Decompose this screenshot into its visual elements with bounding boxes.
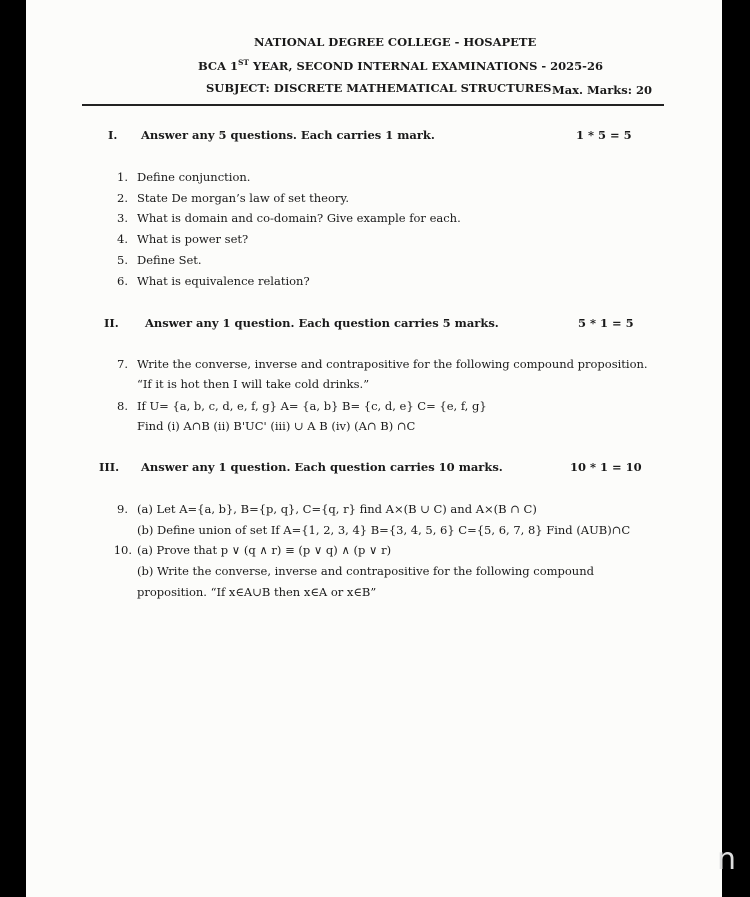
question-text: Write the converse, inverse and contrapositive for the following compound proposition. <box>137 357 648 371</box>
max-marks: Max. Marks: 20 <box>552 83 652 97</box>
college-name: NATIONAL DEGREE COLLEGE - HOSAPETE <box>254 35 537 49</box>
section-1-instruction: Answer any 5 questions. Each carries 1 mark. <box>141 128 435 142</box>
section-3-marks: 10 * 1 = 10 <box>570 460 642 474</box>
question-number: 4. <box>117 232 128 246</box>
question-text: (a) Let A={a, b}, B={p, q}, C={q, r} find A×(B ∪ C) and A×(B ∩ C) <box>137 502 537 516</box>
question-text: If U= {a, b, c, d, e, f, g} A= {a, b} B= {c, d, e} C= {e, f, g} <box>137 399 487 413</box>
question-number: 7. <box>117 357 128 371</box>
question-text: proposition. “If x∈A∪B then x∈A or x∈B” <box>137 585 377 599</box>
question-text: “If it is hot then I will take cold drinks.” <box>137 377 370 391</box>
question-number: 2. <box>117 191 128 205</box>
watermark-glyph: n <box>716 842 736 877</box>
question-number: 1. <box>117 170 128 184</box>
question-number: 9. <box>117 502 128 516</box>
question-text: What is equivalence relation? <box>137 274 310 288</box>
section-3-roman: III. <box>99 460 120 474</box>
question-number: 8. <box>117 399 128 413</box>
question-text: Find (i) A∩B (ii) B'UC' (iii) ∪ A B (iv) (A∩ B) ∩C <box>137 419 416 433</box>
question-text: What is domain and co-domain? Give example for each. <box>137 211 461 225</box>
section-1-marks: 1 * 5 = 5 <box>576 128 632 142</box>
question-text: (b) Write the converse, inverse and contrapositive for the following compound <box>137 564 594 578</box>
section-1-roman: I. <box>108 128 118 142</box>
question-text: (a) Prove that p ∨ (q ∧ r) ≡ (p ∨ q) ∧ (p ∨ r) <box>137 543 392 557</box>
question-number: 6. <box>117 274 128 288</box>
header-divider <box>82 104 664 106</box>
question-text: Define conjunction. <box>137 170 251 184</box>
question-text: State De morgan’s law of set theory. <box>137 191 350 205</box>
exam-title-prefix: BCA 1 <box>198 58 239 73</box>
exam-title-sup: ST <box>238 58 250 67</box>
subject-title: SUBJECT: DISCRETE MATHEMATICAL STRUCTURES <box>206 81 552 95</box>
section-2-marks: 5 * 1 = 5 <box>578 316 634 330</box>
section-2-roman: II. <box>104 316 119 330</box>
question-text: What is power set? <box>137 232 249 246</box>
question-number: 5. <box>117 253 128 267</box>
exam-title <box>198 58 603 73</box>
question-text: (b) Define union of set If A={1, 2, 3, 4} B={3, 4, 5, 6} C={5, 6, 7, 8} Find (AUB)∩C <box>137 523 631 537</box>
question-text: Define Set. <box>137 253 202 267</box>
question-number: 10. <box>113 543 132 557</box>
exam-title-suffix: YEAR, SECOND INTERNAL EXAMINATIONS - 2025-26 <box>249 58 603 73</box>
section-3-instruction: Answer any 1 question. Each question carries 10 marks. <box>141 460 503 474</box>
question-number: 3. <box>117 211 128 225</box>
section-2-instruction: Answer any 1 question. Each question carries 5 marks. <box>145 316 499 330</box>
